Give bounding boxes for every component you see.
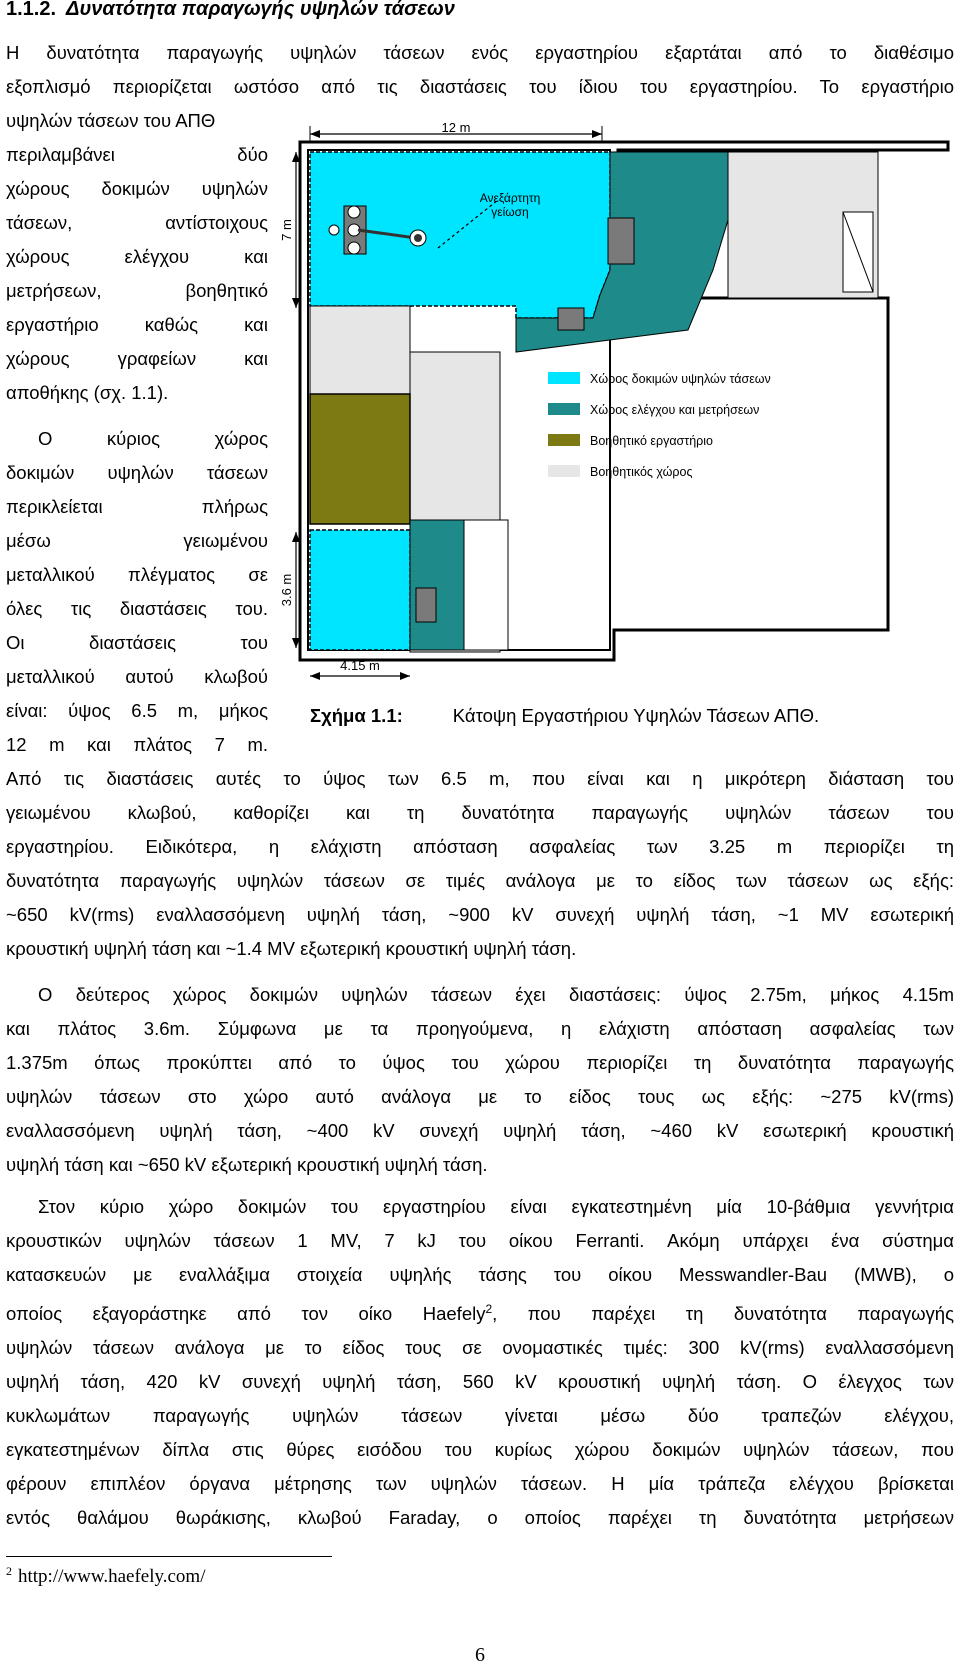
text-line: εντός θαλάμου θωράκισης, κλωβού Faraday, ο οποίος παρέχει τη δυνατότητα μετρήσεων [6,1507,954,1529]
dimension-label-small-width: 3.6 m [279,573,294,607]
footnote [6,1566,206,1588]
text-line: μετρήσεων, βοηθητικό [6,280,268,301]
text-line: κατασκευών με εναλλάξιμα στοιχεία υψηλής τάσης του οίκου Messwandler-Bau (MWB), ο [6,1264,954,1285]
text-line: περιλαμβάνει δύο [6,144,268,165]
control-desk-main [558,308,584,330]
text-line: υψηλή τάση, 420 kV συνεχή υψηλή τάση, 560 kV κρουστική υψηλή τάση. Ο έλεγχος των [6,1371,954,1393]
paragraph-3 [6,1190,954,1535]
text-line: χώρους ελέγχου και [6,246,268,267]
equipment-circle [348,242,360,254]
intro-paragraph [6,36,954,104]
aux-lab-area [310,394,410,524]
text-line: περικλείεται πλήρως [6,496,268,517]
text-line: εγκατεστημένων δίπλα στις θύρες εισόδου του κυρίως χώρου δοκιμών υψηλών τάσεων, που [6,1439,954,1461]
text-line: Οι διαστάσεις του [6,632,268,653]
legend-label: Χώρος δοκιμών υψηλών τάσεων [590,372,771,386]
caption-label: Σχήμα 1.1: [310,705,403,726]
arrowhead [592,130,602,138]
text-fragment: , που παρέχει τη δυνατότητα παραγωγής [492,1303,954,1325]
figure-caption [310,705,819,727]
test-object-core [414,234,422,242]
text-line: 1.375m όπως προκύπτει από το ύψος του χώρου περιορίζει τη δυνατότητα παραγωγής [6,1052,954,1073]
left-column-paragraph-2 [6,422,268,762]
legend-swatch [548,434,580,446]
text-line: μεταλλικού αυτού κλωβού [6,666,268,687]
text-line: εργαστήριο καθώς και [6,314,268,335]
control-cabinet [608,218,634,264]
corridor-door [464,520,508,650]
text-line: γειωμένου κλωβού, καθορίζει και τη δυνατότητα παραγωγής υψηλών τάσεων του [6,802,954,823]
footnote-separator [6,1556,332,1557]
legend-swatch [548,465,580,477]
footnote-ref[interactable]: 2 [485,1302,493,1316]
text-line: 12 m και πλάτος 7 m. [6,734,268,755]
text-line: τάσεων, αντίστοιχους [6,212,268,233]
text-line: εξοπλισμό περιορίζεται ωστόσο από τις διαστάσεις του ίδιου του εργαστηρίου. Το εργαστήριο [6,76,954,97]
text-line: δοκιμών υψηλών τάσεων [6,462,268,483]
text-line: χώρους δοκιμών υψηλών [6,178,268,199]
section-number: 1.1.2. [6,0,57,20]
paragraph-1 [6,762,954,966]
equipment-circle [329,225,339,235]
left-column-paragraph-1 [6,104,268,410]
text-line: Ο κύριος χώρος [38,428,268,449]
text-line: Ο δεύτερος χώρος δοκιμών υψηλών τάσεων έχει διαστάσεις: ύψος 2.75m, μήκος 4.15m [38,984,954,1005]
equipment-circle [348,206,360,218]
ground-label-1: Ανεξάρτητη [479,191,541,205]
legend-label: Βοηθητικό εργαστήριο [590,434,713,448]
footnote-link[interactable]: http://www.haefely.com/ [18,1566,206,1587]
text-line: αποθήκης (σχ. 1.1). [6,382,169,403]
second-control-area [410,520,464,650]
second-test-area [310,530,410,650]
text-line: εργαστηρίου. Ειδικότερα, η ελάχιστη απόσταση ασφαλείας των 3.25 m περιορίζει τη [6,836,954,857]
section-heading [6,0,455,21]
dimension-label-width: 7 m [279,219,294,241]
arrowhead [310,130,320,138]
footnote-number: 2 [6,1564,12,1578]
text-line: ~650 kV(rms) εναλλασσόμενη υψηλή τάση, ~900 kV συνεχή υψηλή τάση, ~1 MV εσωτερική [6,904,954,925]
control-desk [416,588,436,622]
text-line: μέσω γειωμένου [6,530,268,551]
dimension-label-small-length: 4.15 m [340,658,380,673]
legend-label: Βοηθητικός χώρος [590,465,693,479]
text-line: εναλλασσόμενη υψηλή τάση, ~400 kV συνεχή υψηλή τάση, ~460 kV εσωτερική κρουστική [6,1120,954,1141]
text-line: Η δυνατότητα παραγωγής υψηλών τάσεων ενός εργαστηρίου εξαρτάται από το διαθέσιμο [6,42,954,63]
arrowhead [400,672,410,680]
text-line: είναι: ύψος 6.5 m, μήκος [6,700,268,721]
text-line: υψηλών τάσεων του ΑΠΘ [6,110,216,131]
text-fragment: οποίος εξαγοράστηκε από τον οίκο Haefely [6,1303,486,1325]
text-line-with-footnote [6,1292,954,1331]
text-line: υψηλών τάσεων στο χώρο αυτό ανάλογα με το είδος τους ως εξής: ~275 kV(rms) [6,1086,954,1107]
legend-swatch [548,372,580,384]
floor-plan-figure [279,120,948,700]
text-line: κυκλωμάτων παραγωγής υψηλών τάσεων γίνεται μέσω δύο τραπεζών ελέγχου, [6,1405,954,1427]
text-line: Στον κύριο χώρο δοκιμών του εργαστηρίου είναι εγκατεστημένη μία 10-βάθμια γεννήτρια [38,1196,954,1217]
text-line: μεταλλικού πλέγματος σε [6,564,268,585]
text-line: και πλάτος 3.6m. Σύμφωνα με τα προηγούμενα, η ελάχιστη απόσταση ασφαλείας των [6,1018,954,1039]
text-line: Από τις διαστάσεις αυτές το ύψος των 6.5 m, που είναι και η μικρότερη διάσταση του [6,768,954,789]
text-line: κρουστική υψηλή τάση και ~1.4 MV εξωτερική κρουστική υψηλή τάση. [6,938,577,959]
page-number: 6 [475,1644,485,1666]
caption-text: Κάτοψη Εργαστήριου Υψηλών Τάσεων ΑΠΘ. [452,705,820,726]
arrowhead [310,672,320,680]
dimension-label-length: 12 m [441,120,471,135]
text-line: κρουστικών υψηλών τάσεων 1 MV, 7 kJ του οίκου Ferranti. Ακόμη υπάρχει ένα σύστημα [6,1230,954,1251]
text-line: υψηλών τάσεων ανάλογα με το είδος τους σε ονομαστικές τιμές: 300 kV(rms) εναλλασσόμενη [6,1337,954,1359]
paragraph-2 [6,978,954,1182]
corridor-left [310,306,410,394]
text-line: χώρους γραφείων και [6,348,268,369]
legend-label: Χώρος ελέγχου και μετρήσεων [590,403,760,417]
text-line: δυνατότητα παραγωγής υψηλών τάσεων σε τιμές ανάλογα με το είδος των τάσεων ως εξής: [6,870,954,891]
ground-label-2: γείωση [491,205,529,219]
text-line: όλες τις διαστάσεις του. [6,598,268,619]
text-line: υψηλή τάση και ~650 kV εξωτερική κρουστική υψηλή τάση. [6,1154,488,1175]
text-line: φέρουν επιπλέον όργανα μέτρησης των υψηλών τάσεων. Η μία τράπεζα ελέγχου βρίσκεται [6,1473,954,1495]
section-title: Δυνατότητα παραγωγής υψηλών τάσεων [66,0,455,20]
legend-swatch [548,403,580,415]
